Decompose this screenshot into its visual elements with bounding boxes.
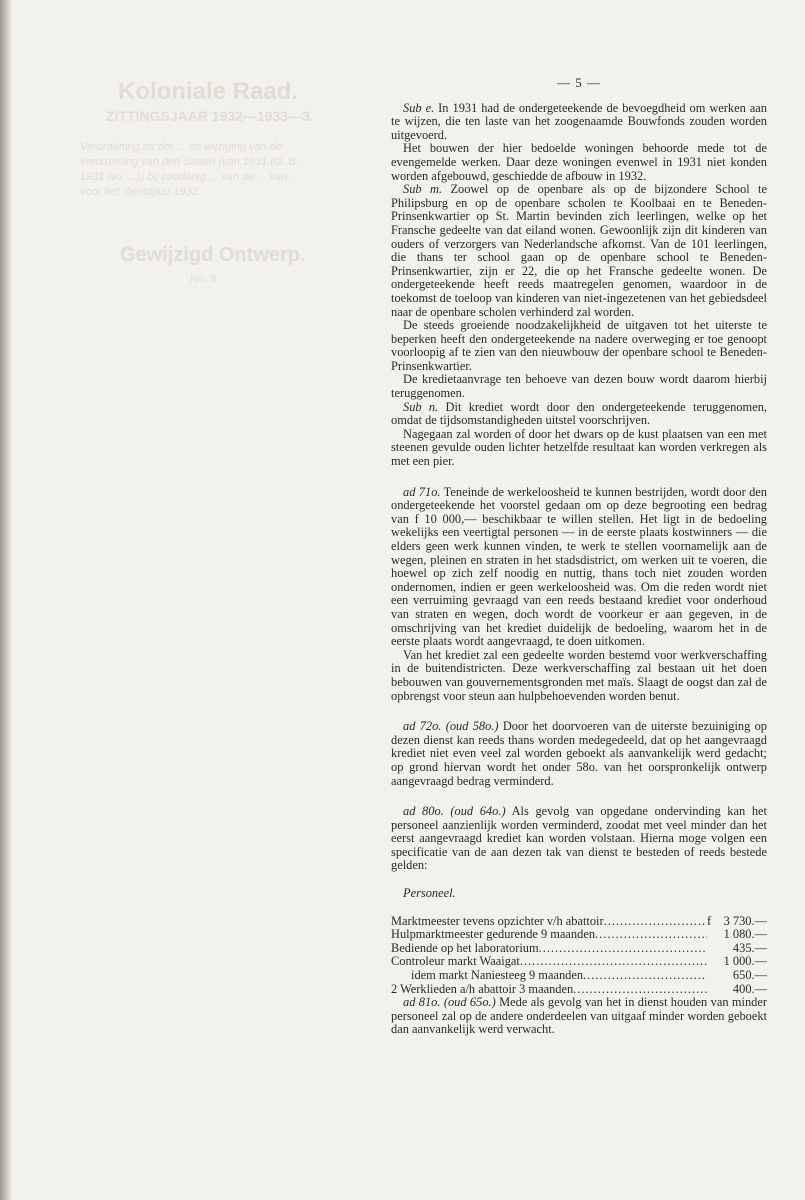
paragraph-text: In 1931 had de ondergeteekende de bevoegdheid om werken aan te wijzen, die ten laste van het zoogenaamde Bouwfonds zouden worden uitgevoerd. bbox=[391, 100, 768, 142]
row-amount: 435.— bbox=[732, 940, 767, 955]
leader-dots bbox=[520, 955, 707, 969]
paragraph-lead: Sub n. bbox=[403, 399, 439, 414]
leader-dots bbox=[604, 915, 707, 929]
paragraph-sub-m bbox=[391, 183, 767, 319]
row-label: Hulpmarktmeester gedurende 9 maanden bbox=[391, 927, 596, 942]
leader-dots bbox=[595, 928, 707, 942]
leader-dots bbox=[539, 942, 707, 956]
paragraph-ad-72 bbox=[391, 720, 767, 788]
row-currency: f bbox=[707, 913, 712, 928]
paragraph: Nagegaan zal worden of door het dwars op de kust plaatsen van een met steenen gevulde ouden lichter hetzelfde resultaat kan worden verkregen als met een pier. bbox=[391, 426, 767, 469]
row-label: Marktmeester tevens opzichter v/h abattoir bbox=[391, 913, 604, 928]
personeel-table bbox=[391, 915, 767, 997]
row-amount: 400.— bbox=[732, 981, 767, 996]
ghost-subtitle: ZITTINGSJAAR 1932—1933—3. bbox=[106, 108, 314, 124]
paragraph-text: Door het doorvoeren van de uiterste bezuiniging op dezen dienst kan reeds thans worden medegedeeld, dat op het aangevraagd krediet niet even veel zal worden geboekt als aanvankelijk werd gedacht; op grond hiervan wordt het onder 58o. van het oorspronkelijk ontwerp aangevraagd bedrag verminderd. bbox=[391, 719, 767, 788]
paragraph: Van het krediet zal een gedeelte worden bestemd voor werkverschaffing in de buitendistricten. Deze werkverschaffing zal bestaan uit het doen bebouwen van gouvernementsgronden met maïs. Slaagt de oogst dan zal de opbrengst voor steun aan hulpbehoevenden worden benut. bbox=[391, 647, 767, 703]
paragraph-text: Dit krediet wordt door den ondergeteekende teruggenomen, omdat de tijdsomstandigheden uitstel voorschrijven. bbox=[391, 399, 767, 428]
ghost-number: No. 9 bbox=[190, 273, 217, 285]
paragraph: Het bouwen der hier bedoelde woningen behoorde mede tot de evengemelde werken. Daar deze woningen evenwel in 1931 niet konden worden afgebouwd, geschiedde de afbouw in 1932. bbox=[391, 141, 767, 183]
paragraph-ad-81 bbox=[391, 996, 767, 1037]
show-through-text bbox=[80, 78, 380, 285]
table-row bbox=[391, 915, 767, 929]
paragraph-lead: ad 80o. (oud 64o.) bbox=[403, 804, 506, 819]
row-label: 2 Werklieden a/h abattoir 3 maanden bbox=[391, 981, 574, 996]
row-amount: 650.— bbox=[732, 968, 767, 983]
row-label: idem markt Naniesteeg 9 maanden bbox=[411, 968, 584, 983]
paragraph-lead: ad 72o. (oud 58o.) bbox=[403, 719, 499, 734]
paragraph: De steeds groeiende noodzakelijkheid de uitgaven tot het uiterste te beperken heeft den ondergeteekende na nadere overweging er toe genoopt voorloopig af te zien van den nieuwbouw der openbare school te Beneden-Prinsenkwartier. bbox=[391, 318, 767, 373]
paragraph-lead: ad 71o. bbox=[403, 484, 441, 499]
row-amount: 1 080.— bbox=[723, 927, 767, 942]
table-row bbox=[391, 969, 767, 983]
row-label: Controleur markt Waaigat bbox=[391, 954, 520, 969]
paragraph-sub-e bbox=[391, 102, 767, 143]
table-row bbox=[391, 942, 767, 956]
paragraph-lead: Sub e. bbox=[403, 100, 435, 115]
paragraph-ad-71 bbox=[391, 486, 767, 649]
row-label: Bediende op het laboratorium bbox=[391, 940, 539, 955]
paragraph-sub-n bbox=[391, 401, 767, 428]
ghost-title: Koloniale Raad. bbox=[118, 78, 299, 105]
table-row bbox=[391, 983, 767, 997]
paragraph: De kredietaanvrage ten behoeve van dezen bouw wordt daarom hierbij teruggenomen. bbox=[391, 372, 767, 401]
paragraph-lead: Sub m. bbox=[403, 182, 443, 197]
text-column bbox=[391, 76, 767, 1037]
paragraph-text: Teneinde de werkeloosheid te kunnen bestrijden, wordt door den ondergeteekende het voorstel gedaan om op deze begrooting een bedrag van f 10 000,— beschikbaar te willen stellen. Het ligt in de bedoeling wekelijks een veertigtal personen — in de eerste plaats kostwinners — die elders geen werk kunnen vinden, te werk te stellen voornamelijk aan de wegen, pleinen en straten in het stadsdistrict, om werken uit te voeren, die hoewel op zich zelf noodig en nuttig, thans toch niet zouden worden ondernomen, indien er geen werkeloosheid was. Om die reden wordt niet een verruiming gevraagd van een reeds bestaand krediet voor onderhoud van straten en wegen, doch wordt de voorkeur er aan gegeven, in de omschrijving van het krediet duidelijk de bedoeling, waarom het in de eerste plaats wordt aangevraagd, te doen uitkomen. bbox=[391, 484, 767, 649]
ghost-heading: Gewijzigd Ontwerp. bbox=[120, 244, 306, 266]
binding-edge bbox=[0, 0, 12, 1200]
table-row bbox=[391, 955, 767, 969]
leader-dots bbox=[573, 983, 707, 997]
paragraph-text: Zoowel op de openbare als op de bijzondere School te Philipsburg en op de openbare scholen te Koolbaai en te Beneden-Prinsenkwartier op St. Martin bevinden zich leerlingen, welke op het Fransche gedeelte van dat eiland wonen. Gewoonlijk zijn dit kinderen van ouders of verzorgers van Nederlandsche afkomst. Van de 101 leerlingen, die thans ter school gaan op de openbare school te Beneden-Prinsenkwartier, zijn er 22, die op het Fransche gedeelte wonen. De ondergeteekende heeft reeds maatregelen genomen, waardoor in de toekomst de toeloop van kinderen van niet-ingezetenen van het gebiedsdeel naar de openbare scholen verhinderd zal worden. bbox=[391, 182, 767, 319]
paragraph-ad-80 bbox=[391, 805, 767, 873]
section-heading-personeel: Personeel. bbox=[403, 886, 456, 901]
paragraph-lead: ad 81o. (oud 65o.) bbox=[403, 995, 496, 1010]
ghost-lines: Verordening tot der ... en wijziging van de verordening van den Staten (van 1931 (G. B. 1931 No. ...)) bij zoodanig ... van de ... van ... voor het dienstjaar 1932. bbox=[80, 141, 300, 198]
row-amount: 3 730.— bbox=[723, 913, 767, 928]
leader-dots bbox=[583, 969, 707, 983]
page-number: — 5 — bbox=[557, 75, 601, 90]
paragraph-text: Mede als gevolg van het in dienst houden van minder personeel zal op de andere onderdeelen van uitgaaf minder worden geboekt dan aanvankelijk werd verwacht. bbox=[391, 995, 767, 1037]
row-amount: 1 000.— bbox=[723, 954, 767, 969]
table-row bbox=[391, 928, 767, 942]
paragraph-text: Als gevolg van opgedane ondervinding kan het personeel aanzienlijk worden verminderd, zoodat met veel minder dan het eerst aangevraagd krediet kan worden volstaan. Hierna moge volgen een specificatie van de aan dezen tak van dienst te besteden of reeds bestede gelden: bbox=[391, 804, 768, 873]
